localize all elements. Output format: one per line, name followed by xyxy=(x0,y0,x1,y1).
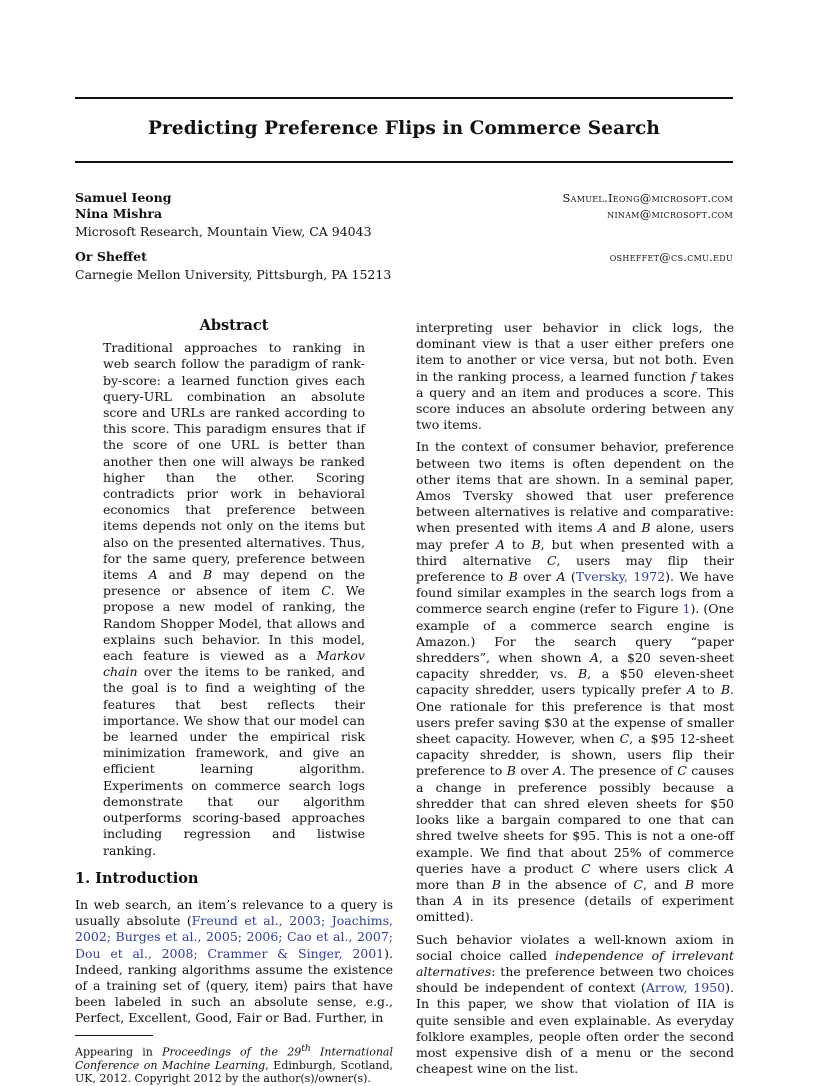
author-name: Nina Mishra xyxy=(75,206,163,221)
paper-title: Predicting Preference Flips in Commerce Search xyxy=(148,118,660,139)
section-heading: 1. Introduction xyxy=(75,869,199,887)
right-column xyxy=(416,320,734,1083)
figure-link[interactable]: 1 xyxy=(682,601,691,617)
author-email[interactable]: Samuel.Ieong@microsoft.com xyxy=(562,191,733,205)
abstract-heading: Abstract xyxy=(199,317,269,334)
abstract-text: Traditional approaches to ranking in web search follow the paradigm of rank-by-score: a learned function gives each query-URL combination an absolute score and URLs are ranked according to this score. This paradigm ensures that if the score of one URL is better than another then one will always be ranked higher than the other. Scoring contradicts prior work in behavioral economics that preference between items depends not only on the items but also on the presented alternatives. Thus, for the same query, preference between items A and B may depend on the presence or absence of item C. We propose a new model of ranking, the Random Shopper Model, that allows and explains such behavior. In this model, each feature is viewed as a Markov chain over the items to be ranked, and the goal is to find a weighting of the features that best reflects their importance. We show that our model can be learned under the empirical risk minimization framework, and give an efficient learning algorithm. Experiments on commerce search logs demonstrate that our algorithm outperforms scoring-based approaches including regression and listwise ranking. xyxy=(103,340,365,858)
citation-link[interactable]: Tversky, 1972 xyxy=(575,569,666,585)
footnote-rule xyxy=(75,1035,153,1036)
author-name: Or Sheffet xyxy=(75,249,147,264)
body-paragraph: interpreting user behavior in click logs, the dominant view is that a user either prefers one item to another or vice versa, but not both. Even in the ranking process, a learned function f takes a query and an item and produces a score. This score induces an absolute ordering between any two items. xyxy=(416,320,734,433)
citation-link[interactable]: Arrow, 1950 xyxy=(645,980,726,996)
author-email[interactable]: osheffet@cs.cmu.edu xyxy=(609,250,733,264)
intro-paragraph: In web search, an item’s relevance to a query is usually absolute (Freund et al., 2003; Joachims, 2002; Burges et al., 2005; 2006; Cao et al., 2007; Dou et al., 2008; Crammer & Singer, 2001). Indeed, ranking algorithms assume the existence of a training set of ⟨query, item⟩ pairs that have been labeled in such an absolute sense, e.g., Perfect, Excellent, Good, Fair or Bad. Further, in xyxy=(75,896,393,1026)
footnote: Appearing in Proceedings of the 29th International Conference on Machine Learning, Edinburgh, Scotland, UK, 2012. Copyright 2012 by the author(s)/owner(s). xyxy=(75,1042,393,1086)
affiliation: Carnegie Mellon University, Pittsburgh, PA 15213 xyxy=(75,267,392,282)
left-column xyxy=(75,318,393,1086)
top-rule xyxy=(75,97,733,99)
citation-link[interactable]: Freund et al., 2003; Joachims, 2002; Burges et al., 2005; 2006; Cao et al., 2007; Dou et al., 2008; Crammer & Singer, 2001 xyxy=(75,913,393,961)
body-paragraph: Such behavior violates a well-known axiom in social choice called independence of irrelevant alternatives: the preference between two choices should be independent of context (Arrow, 1950). In this paper, we show that violation of IIA is quite sensible and even explainable. As everyday folklore examples, people often order the second most expensive dish of a menu or the second cheapest wine on the list. xyxy=(416,931,734,1077)
affiliation: Microsoft Research, Mountain View, CA 94043 xyxy=(75,224,372,239)
body-paragraph: In the context of consumer behavior, preference between two items is often dependent on the other items that are shown. In a seminal paper, Amos Tversky showed that user preference between alternatives is relative and comparative: when presented with items A and B alone, users may prefer A to B, but when presented with a third alternative C, users may flip their preference to B over A (Tversky, 1972). We have found similar examples in the search logs from a commerce search engine (refer to Figure 1). (One example of a commerce search engine is Amazon.) For the search query “paper shredders”, when shown A, a $20 seven-sheet capacity shredder, vs. B, a $50 eleven-sheet capacity shredder, users typically prefer A to B. One rationale for this preference is that most users prefer saving $30 at the expense of smaller sheet capacity. However, when C, a $95 12-sheet capacity shredder, is shown, users flip their preference to B over A. The presence of C causes a change in preference possibly because a shredder that can shred eleven sheets for $50 looks like a bargain compared to one that can shred twelve sheets for $95. This is not a one-off example. We find that about 25% of commerce queries have a product C where users click A more than B in the absence of C, and B more than A in its presence (details of experiment omitted). xyxy=(416,439,734,925)
author-email[interactable]: ninam@microsoft.com xyxy=(607,207,733,221)
title-bottom-rule xyxy=(75,161,733,163)
author-name: Samuel Ieong xyxy=(75,190,172,205)
